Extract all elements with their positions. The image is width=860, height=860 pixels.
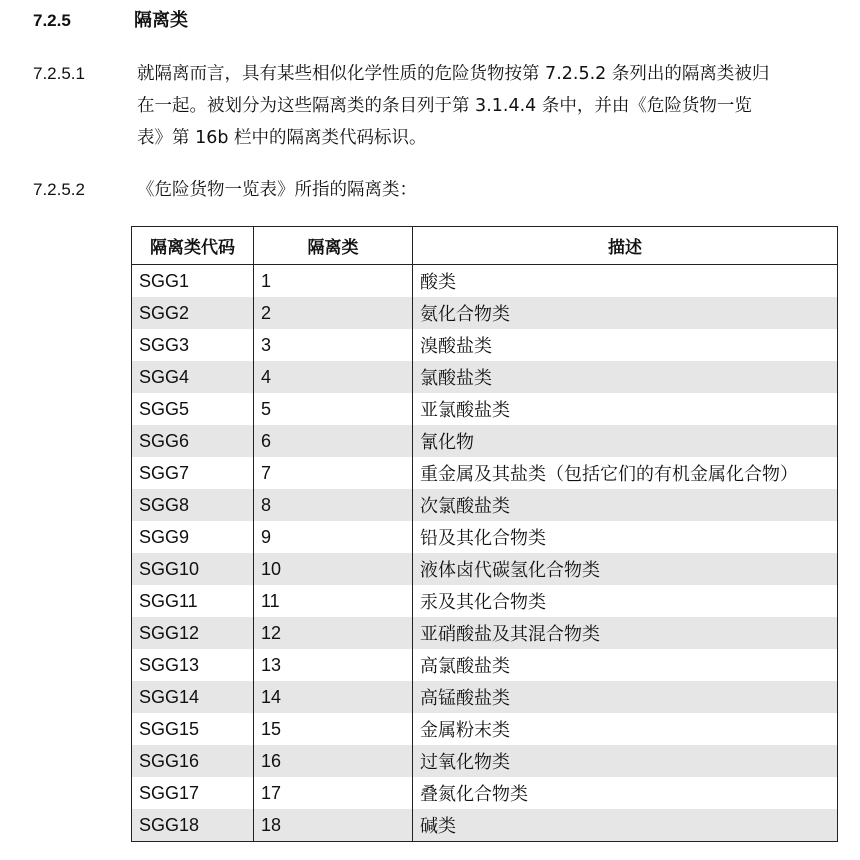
segregation-code-cell: SGG14 xyxy=(132,681,254,713)
segregation-class-cell: 1 xyxy=(254,265,413,298)
segregation-class-cell: 11 xyxy=(254,585,413,617)
clause-number-7-2-5-2: 7.2.5.2 xyxy=(33,180,85,199)
segregation-code-cell: SGG12 xyxy=(132,617,254,649)
table-row xyxy=(132,329,838,361)
description-cell: 碱类 xyxy=(413,809,838,842)
table-body xyxy=(132,265,838,842)
clause-line: 《危险货物一览表》所指的隔离类： xyxy=(137,180,417,200)
clause-line: 在一起。被划分为这些隔离类的条目列于第 3.1.4.4 条中，并由《危险货物一览 xyxy=(137,96,752,116)
description-cell: 叠氮化合物类 xyxy=(420,784,528,805)
table-row xyxy=(132,745,838,777)
segregation-class-cell: 8 xyxy=(254,489,413,521)
table-row xyxy=(132,425,838,457)
description-cell: 氨化合物类 xyxy=(413,297,838,329)
description-cell: 液体卤代碳氢化合物类 xyxy=(413,553,838,585)
table-row xyxy=(132,489,838,521)
description-cell: 高锰酸盐类 xyxy=(413,681,838,713)
header-code: 隔离类代码 xyxy=(132,227,254,265)
segregation-class-cell: 18 xyxy=(254,809,413,842)
description-cell: 氰化物 xyxy=(413,425,838,457)
segregation-code-cell: SGG3 xyxy=(132,329,254,361)
table-row xyxy=(132,521,838,553)
table-row xyxy=(132,393,838,425)
table-row xyxy=(132,361,838,393)
table-header-row xyxy=(132,227,838,265)
segregation-code-cell: SGG18 xyxy=(132,809,254,842)
description-cell: 过氧化物类 xyxy=(413,745,838,777)
description-cell: 亚硝酸盐及其混合物类 xyxy=(413,617,838,649)
segregation-code-cell: SGG2 xyxy=(132,297,254,329)
segregation-class-cell: 7 xyxy=(254,457,413,489)
segregation-class-cell: 4 xyxy=(254,361,413,393)
segregation-code-cell: SGG7 xyxy=(132,457,254,489)
table-row xyxy=(132,681,838,713)
table-row xyxy=(132,265,838,298)
segregation-code-cell: SGG8 xyxy=(132,489,254,521)
description-cell: 氯酸盐类 xyxy=(413,361,838,393)
segregation-class-cell: 10 xyxy=(254,553,413,585)
segregation-class-cell: 16 xyxy=(254,745,413,777)
segregation-class-cell: 5 xyxy=(254,393,413,425)
segregation-code-cell: SGG9 xyxy=(132,521,254,553)
segregation-code-cell: SGG13 xyxy=(132,649,254,681)
table-row xyxy=(132,553,838,585)
segregation-class-cell: 3 xyxy=(254,329,413,361)
segregation-code-cell: SGG6 xyxy=(132,425,254,457)
header-class: 隔离类 xyxy=(254,227,413,265)
table-row xyxy=(132,585,838,617)
description-cell: 汞及其化合物类 xyxy=(420,592,546,613)
segregation-group-table xyxy=(131,226,838,842)
segregation-code-cell: SGG4 xyxy=(132,361,254,393)
segregation-code-cell: SGG15 xyxy=(132,713,254,745)
table-row xyxy=(132,713,838,745)
description-cell: 溴酸盐类 xyxy=(420,336,492,357)
clause-number-7-2-5-1: 7.2.5.1 xyxy=(33,64,85,83)
segregation-class-cell: 12 xyxy=(254,617,413,649)
segregation-code-cell: SGG1 xyxy=(132,265,254,298)
segregation-class-cell: 17 xyxy=(254,777,413,809)
table-row xyxy=(132,649,838,681)
section-title: 隔离类 xyxy=(134,10,188,31)
section-number: 7.2.5 xyxy=(33,11,71,30)
segregation-code-cell: SGG16 xyxy=(132,745,254,777)
description-cell: 亚氯酸盐类 xyxy=(420,400,510,421)
segregation-code-cell: SGG11 xyxy=(132,585,254,617)
table-row xyxy=(132,457,838,489)
description-cell: 高氯酸盐类 xyxy=(420,656,510,677)
table-row xyxy=(132,617,838,649)
clause-line: 就隔离而言，具有某些相似化学性质的危险货物按第 7.2.5.2 条列出的隔离类被归 xyxy=(137,64,770,84)
table-row xyxy=(132,777,838,809)
header-description: 描述 xyxy=(413,227,838,265)
table-row xyxy=(132,809,838,842)
clause-line: 表》第 16b 栏中的隔离类代码标识。 xyxy=(137,128,427,148)
table-row xyxy=(132,297,838,329)
description-cell: 重金属及其盐类（包括它们的有机金属化合物） xyxy=(420,464,798,485)
segregation-class-cell: 6 xyxy=(254,425,413,457)
description-cell: 金属粉末类 xyxy=(420,720,510,741)
clause-text-7-2-5-1 xyxy=(137,58,841,154)
segregation-class-cell: 14 xyxy=(254,681,413,713)
segregation-class-cell: 2 xyxy=(254,297,413,329)
segregation-code-cell: SGG17 xyxy=(132,777,254,809)
segregation-code-cell: SGG5 xyxy=(132,393,254,425)
description-cell: 酸类 xyxy=(420,272,456,293)
segregation-class-cell: 13 xyxy=(254,649,413,681)
clause-text-7-2-5-2 xyxy=(137,174,841,206)
segregation-code-cell: SGG10 xyxy=(132,553,254,585)
segregation-class-cell: 9 xyxy=(254,521,413,553)
description-cell: 次氯酸盐类 xyxy=(413,489,838,521)
segregation-class-cell: 15 xyxy=(254,713,413,745)
description-cell: 铅及其化合物类 xyxy=(420,528,546,549)
